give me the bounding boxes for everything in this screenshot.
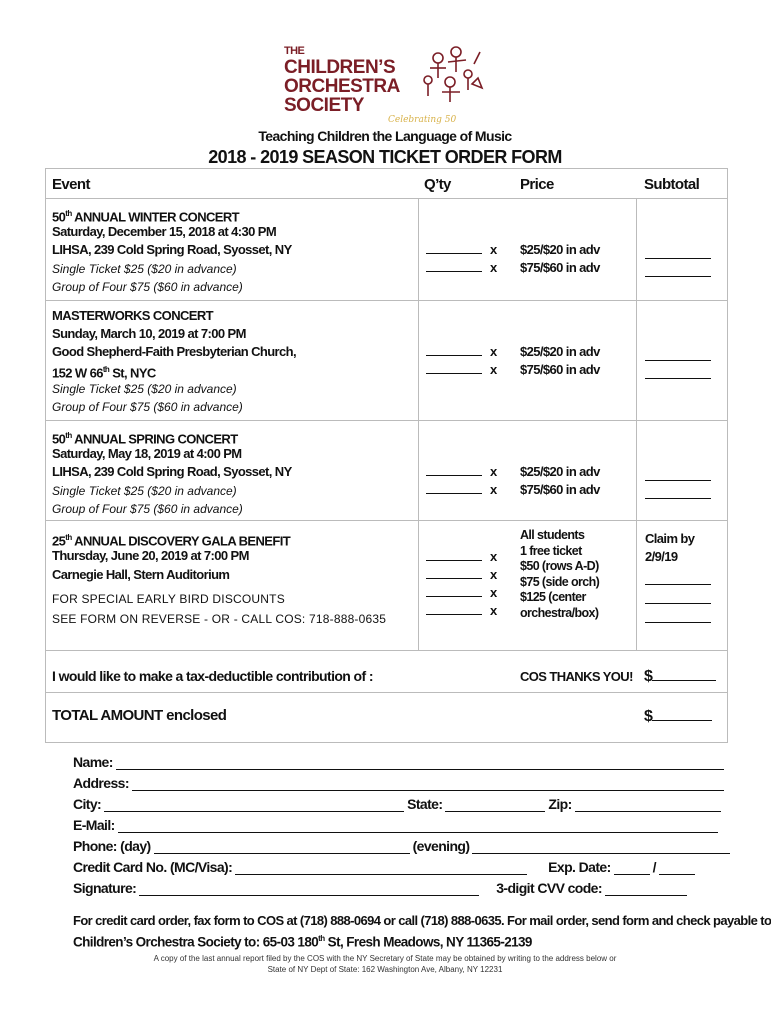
event-group-ticket: Group of Four $75 ($60 in advance): [52, 280, 243, 294]
row-divider: [45, 420, 728, 421]
price-line: $125 (center: [520, 590, 586, 605]
event-title: 25th ANNUAL DISCOVERY GALA BENEFIT: [52, 533, 291, 549]
event-venue: LIHSA, 239 Cold Spring Road, Syosset, NY: [52, 242, 292, 257]
email-label: E-Mail:: [73, 817, 115, 833]
phone-row: [73, 838, 733, 854]
logo-society: SOCIETY: [284, 95, 364, 116]
qty-inputs[interactable]: x x: [426, 241, 497, 277]
logo: [284, 44, 484, 134]
address-field[interactable]: [132, 776, 724, 791]
logo-badge-text: Celebrating 50: [388, 115, 457, 125]
card-label: Credit Card No. (MC/Visa):: [73, 859, 233, 875]
event-date: Saturday, May 18, 2019 at 4:00 PM: [52, 446, 242, 461]
qty-inputs[interactable]: x x: [426, 463, 497, 499]
event-date: Sunday, March 10, 2019 at 7:00 PM: [52, 326, 246, 341]
row-divider: [45, 650, 728, 651]
subtotal-fields[interactable]: [645, 241, 711, 277]
qty-inputs[interactable]: x x x x: [426, 548, 497, 620]
form-title: 2018 - 2019 SEASON TICKET ORDER FORM: [208, 147, 562, 167]
event-group-ticket: Group of Four $75 ($60 in advance): [52, 400, 243, 414]
card-row: [73, 859, 698, 875]
name-label: Name:: [73, 754, 113, 770]
subtotal-field[interactable]: [645, 604, 711, 623]
qty-field[interactable]: [426, 584, 482, 597]
event-title: 50th ANNUAL SPRING CONCERT: [52, 431, 238, 447]
cvv-label: 3-digit CVV code:: [496, 880, 602, 896]
address-row: [73, 775, 727, 791]
subtotal-field[interactable]: [645, 585, 711, 604]
qty-single-field[interactable]: [426, 463, 482, 476]
logo-orchestra: ORCHESTRA: [284, 76, 400, 97]
logo-the: THE: [284, 45, 305, 57]
subtotal-fields[interactable]: [645, 463, 711, 499]
price-line: $50 (rows A-D): [520, 559, 599, 574]
event-title: MASTERWORKS CONCERT: [52, 308, 213, 323]
header-qty: Q’ty: [424, 176, 451, 193]
signature-row: [73, 880, 690, 896]
instructions-line: Children’s Orchestra Society to: 65-03 180th St, Fresh Meadows, NY 11365-2139: [73, 934, 532, 950]
total-label: TOTAL AMOUNT enclosed: [52, 707, 227, 724]
subtotal-single-field[interactable]: [645, 343, 711, 361]
claim-by-label: Claim by 2/9/19: [645, 531, 695, 564]
subtotal-fields[interactable]: [645, 343, 711, 379]
header-price: Price: [520, 176, 554, 193]
qty-group-field[interactable]: [426, 481, 482, 494]
logo-celebrating-50-badge: [388, 100, 457, 128]
subtotal-group-field[interactable]: [645, 361, 711, 379]
phone-evening-label: (evening): [412, 838, 470, 854]
event-venue: Good Shepherd-Faith Presbyterian Church,: [52, 344, 296, 359]
address-label: Address:: [73, 775, 129, 791]
subtotal-group-field[interactable]: [645, 259, 711, 277]
call-note: SEE FORM ON REVERSE - OR - CALL COS: 718-888-0635: [52, 612, 387, 626]
logo-childrens: CHILDREN’S: [284, 57, 396, 78]
event-venue: LIHSA, 239 Cold Spring Road, Syosset, NY: [52, 464, 292, 479]
price-column: [520, 343, 600, 379]
event-group-ticket: Group of Four $75 ($60 in advance): [52, 502, 243, 516]
cvv-field[interactable]: [605, 881, 687, 896]
qty-single-field[interactable]: [426, 343, 482, 356]
zip-field[interactable]: [575, 797, 721, 812]
fineprint-line: State of NY Dept of State: 162 Washington Ave, Albany, NY 12231: [267, 965, 503, 974]
price-group: $75/$60 in adv: [520, 482, 600, 497]
event-date: Saturday, December 15, 2018 at 4:30 PM: [52, 224, 277, 239]
qty-field[interactable]: [426, 548, 482, 561]
price-single: $25/$20 in adv: [520, 464, 600, 479]
price-line: orchestra/box): [520, 605, 599, 620]
state-field[interactable]: [445, 797, 545, 812]
event-single-ticket: Single Ticket $25 ($20 in advance): [52, 484, 237, 498]
qty-inputs[interactable]: x x: [426, 343, 497, 379]
column-divider: [636, 198, 637, 650]
contribution-label: I would like to make a tax-deductible contribution of :: [52, 668, 373, 684]
name-field[interactable]: [116, 755, 724, 770]
price-group: $75/$60 in adv: [520, 362, 600, 377]
subtotal-single-field[interactable]: [645, 463, 711, 481]
contribution-field[interactable]: $: [644, 666, 716, 686]
event-single-ticket: Single Ticket $25 ($20 in advance): [52, 382, 237, 396]
exp-month-field[interactable]: [614, 860, 650, 875]
event-venue: Carnegie Hall, Stern Auditorium: [52, 567, 230, 582]
city-field[interactable]: [104, 797, 404, 812]
row-divider: [45, 520, 728, 521]
zip-label: Zip:: [548, 796, 572, 812]
signature-label: Signature:: [73, 880, 137, 896]
phone-day-field[interactable]: [154, 839, 410, 854]
state-label: State:: [407, 796, 443, 812]
early-bird-note: FOR SPECIAL EARLY BIRD DISCOUNTS: [52, 592, 285, 606]
subtotal-fields[interactable]: [645, 566, 711, 623]
instructions-line: For credit card order, fax form to COS at (718) 888-0694 or call (718) 888-0635. For mail order, send form and check payable to: [73, 913, 771, 928]
price-line: All students: [520, 528, 585, 542]
order-instructions: [73, 912, 771, 952]
qty-field[interactable]: [426, 602, 482, 615]
city-row: [73, 796, 724, 812]
price-group: $75/$60 in adv: [520, 260, 600, 275]
subtotal-single-field[interactable]: [645, 241, 711, 259]
price-single: $25/$20 in adv: [520, 344, 600, 359]
exp-date-label: Exp. Date:: [548, 859, 611, 875]
fineprint-line: A copy of the last annual report filed by the COS with the NY Secretary of State may be obtained by writing to the address below or: [153, 954, 617, 963]
price-column: [520, 463, 600, 499]
price-single: $25/$20 in adv: [520, 242, 600, 257]
event-date: Thursday, June 20, 2019 at 7:00 PM: [52, 548, 249, 563]
price-line: 1 free ticket: [520, 543, 582, 558]
phone-evening-field[interactable]: [472, 839, 730, 854]
email-field[interactable]: [118, 818, 718, 833]
subtotal-field[interactable]: [645, 566, 711, 585]
event-single-ticket: Single Ticket $25 ($20 in advance): [52, 262, 237, 276]
gala-price-column: [520, 528, 599, 622]
logo-wordmark: [284, 44, 400, 115]
exp-year-field[interactable]: [659, 860, 695, 875]
phone-day-label: Phone: (day): [73, 838, 151, 854]
price-line: $75 (side orch): [520, 574, 600, 589]
row-divider: [45, 692, 728, 693]
header-event: Event: [52, 176, 90, 193]
name-row: [73, 754, 727, 770]
qty-group-field[interactable]: [426, 361, 482, 374]
signature-field[interactable]: [139, 881, 479, 896]
event-title: 50th ANNUAL WINTER CONCERT: [52, 209, 239, 225]
qty-field[interactable]: [426, 566, 482, 579]
email-row: [73, 817, 721, 833]
exp-slash: /: [652, 859, 656, 875]
tagline: Teaching Children the Language of Music: [258, 128, 512, 144]
row-divider: [45, 198, 728, 199]
header-subtotal: Subtotal: [644, 176, 700, 193]
row-divider: [45, 300, 728, 301]
column-divider: [418, 198, 419, 650]
total-field[interactable]: $: [644, 706, 712, 726]
subtotal-group-field[interactable]: [645, 481, 711, 499]
event-address: 152 W 66th St, NYC: [52, 365, 156, 381]
city-label: City:: [73, 796, 102, 812]
thanks-label: COS THANKS YOU!: [520, 669, 633, 684]
qty-group-field[interactable]: [426, 259, 482, 272]
qty-single-field[interactable]: [426, 241, 482, 254]
price-column: [520, 241, 600, 277]
card-number-field[interactable]: [235, 860, 527, 875]
